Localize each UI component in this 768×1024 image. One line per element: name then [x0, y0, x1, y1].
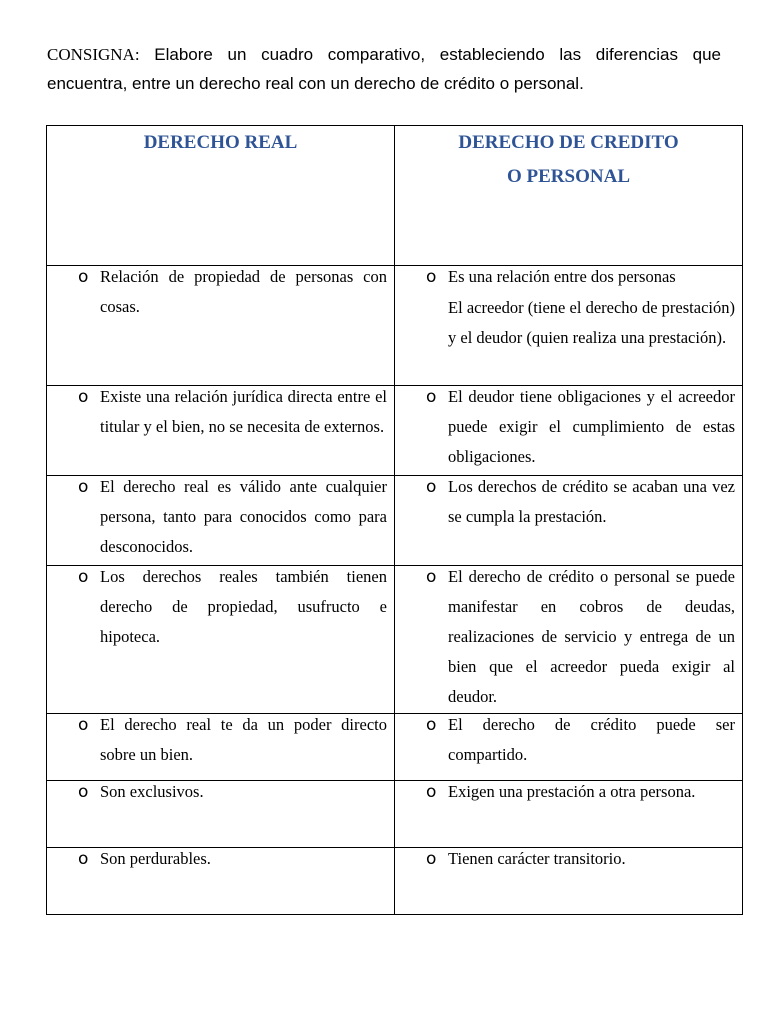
list-item: [395, 262, 742, 353]
table-row: [47, 476, 743, 566]
cell-text: Relación de propiedad de personas con cosas.: [100, 267, 387, 316]
list-item: [47, 562, 394, 652]
table-row: [47, 386, 743, 476]
table-row: [47, 848, 743, 915]
bullet-icon: o: [426, 849, 437, 869]
list-item: [395, 710, 742, 770]
bullet-icon: o: [78, 387, 89, 407]
instruction-paragraph: [47, 40, 721, 98]
list-item: [47, 844, 394, 874]
table-header-row: [47, 126, 743, 266]
cell-text: El deudor tiene obligaciones y el acreedor puede exigir el cumplimiento de estas obligaciones.: [448, 387, 735, 466]
cell-derecho-credito: [395, 781, 743, 848]
cell-text: Son exclusivos.: [100, 782, 204, 801]
cell-text: El derecho real te da un poder directo sobre un bien.: [100, 715, 387, 764]
bullet-icon: o: [78, 567, 89, 587]
cell-text: El derecho de crédito puede ser compartido.: [448, 715, 735, 764]
list-item: [395, 562, 742, 712]
bullet-icon: o: [78, 267, 89, 287]
cell-text: Los derechos reales también tienen derecho de propiedad, usufructo e hipoteca.: [100, 567, 387, 646]
bullet-icon: o: [78, 477, 89, 497]
table-row: [47, 781, 743, 848]
cell-derecho-credito: [395, 714, 743, 781]
cell-derecho-credito: [395, 266, 743, 386]
list-item: [395, 777, 742, 807]
cell-text: Los derechos de crédito se acaban una vez se cumpla la prestación.: [448, 477, 735, 526]
cell-derecho-real: [47, 848, 395, 915]
bullet-icon: o: [78, 849, 89, 869]
bullet-icon: o: [426, 267, 437, 287]
header-line: DERECHO REAL: [143, 132, 298, 153]
comparison-table: [46, 125, 743, 915]
bullet-icon: o: [426, 387, 437, 407]
cell-derecho-credito: [395, 566, 743, 714]
cell-derecho-real: [47, 781, 395, 848]
cell-derecho-real: [47, 714, 395, 781]
list-item: [47, 262, 394, 322]
cell-text: Exigen una prestación a otra persona.: [448, 782, 696, 801]
cell-text: El acreedor (tiene el derecho de prestación) y el deudor (quien realiza una prestación).: [448, 298, 735, 347]
table-row: [47, 566, 743, 714]
cell-derecho-credito: [395, 386, 743, 476]
header-line: O PERSONAL: [507, 166, 630, 187]
cell-derecho-real: [47, 566, 395, 714]
bullet-icon: o: [78, 715, 89, 735]
list-item: [47, 382, 394, 442]
bullet-icon: o: [426, 782, 437, 802]
table-row: [47, 714, 743, 781]
cell-derecho-real: [47, 266, 395, 386]
list-item: [395, 382, 742, 472]
cell-text: El derecho real es válido ante cualquier persona, tanto para conocidos como para desconocidos.: [100, 477, 387, 556]
cell-text: Existe una relación jurídica directa entre el titular y el bien, no se necesita de externos.: [100, 387, 387, 436]
list-item: [395, 844, 742, 874]
header-derecho-credito: [395, 126, 743, 266]
cell-derecho-credito: [395, 476, 743, 566]
cell-text: Tienen carácter transitorio.: [448, 849, 626, 868]
table-body: [47, 266, 743, 915]
bullet-icon: o: [78, 782, 89, 802]
cell-derecho-credito: [395, 848, 743, 915]
cell-text: Es una relación entre dos personas: [448, 267, 676, 286]
bullet-icon: o: [426, 715, 437, 735]
instruction-label: CONSIGNA:: [47, 45, 140, 64]
cell-derecho-real: [47, 386, 395, 476]
instruction-text: Elabore un cuadro comparativo, estableciendo las diferencias que encuentra, entre un derecho real con un derecho de crédito o personal.: [47, 45, 721, 93]
cell-text: El derecho de crédito o personal se puede manifestar en cobros de deudas, realizaciones de servicio y entrega de un bien que el acreedor pueda exigir al deudor.: [448, 567, 735, 706]
cell-derecho-real: [47, 476, 395, 566]
bullet-icon: o: [426, 477, 437, 497]
header-derecho-real: [47, 126, 395, 266]
list-item: [395, 472, 742, 532]
cell-text: Son perdurables.: [100, 849, 211, 868]
list-item: [47, 472, 394, 562]
table-row: [47, 266, 743, 386]
list-item: [47, 710, 394, 770]
list-item: [47, 777, 394, 807]
header-line: DERECHO DE CREDITO: [458, 132, 679, 153]
bullet-icon: o: [426, 567, 437, 587]
